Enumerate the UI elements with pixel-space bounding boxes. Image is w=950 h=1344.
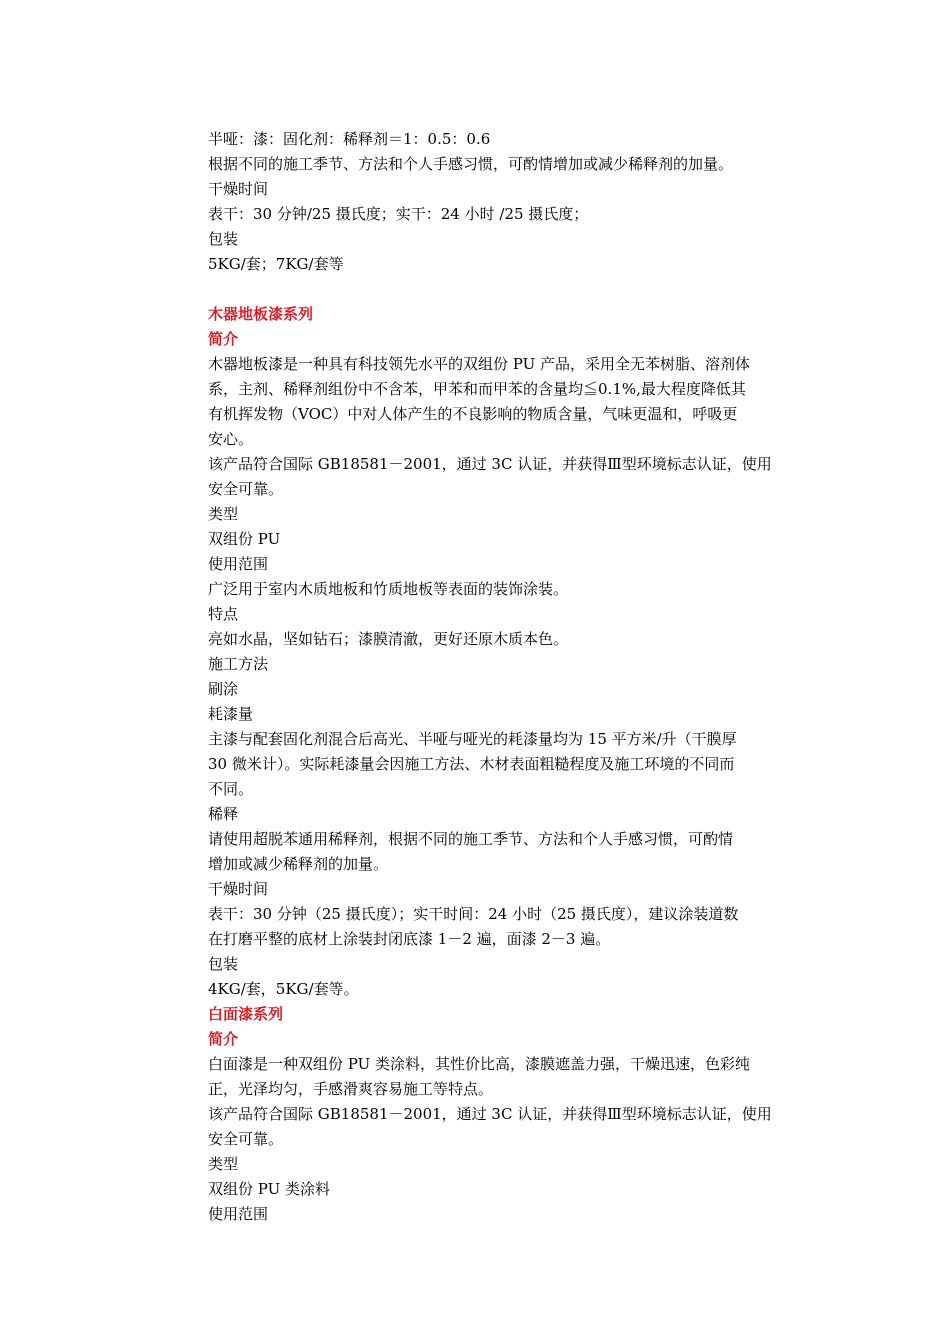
subsection-heading: 简介: [208, 330, 239, 348]
text-line: 30 微米计）。实际耗漆量会因施工方法、木材表面粗糙程度及施工环境的不同而: [208, 755, 735, 773]
text-line: 广泛用于室内木质地板和竹质地板等表面的装饰涂装。: [208, 580, 569, 598]
text-line: 4KG/套，5KG/套等。: [208, 980, 359, 998]
text-line: 刷涂: [208, 680, 239, 698]
text-line: 特点: [208, 605, 239, 623]
text-line: 包装: [208, 955, 239, 973]
text-line: 稀释: [208, 805, 239, 823]
text-line: 类型: [208, 1155, 239, 1173]
section-heading: 白面漆系列: [208, 1005, 284, 1023]
text-line: 类型: [208, 505, 239, 523]
text-line: 该产品符合国际 GB18581－2001，通过 3C 认证，并获得Ⅲ型环境标志认证，使用: [208, 455, 772, 473]
text-line: 施工方法: [208, 655, 269, 673]
text-line: 亮如水晶，坚如钻石；漆膜清澈，更好还原木质本色。: [208, 630, 569, 648]
text-line: 安全可靠。: [208, 1130, 284, 1148]
text-line: 干燥时间: [208, 880, 269, 898]
text-line: 5KG/套；7KG/套等: [208, 255, 344, 273]
text-line: 表干：30 分钟（25 摄氏度）；实干时间：24 小时（25 摄氏度），建议涂装道数: [208, 905, 739, 923]
text-line: 增加或减少稀释剂的加量。: [208, 855, 389, 873]
text-line: 白面漆是一种双组份 PU 类涂料，其性价比高，漆膜遮盖力强，干燥迅速，色彩纯: [208, 1055, 751, 1073]
text-line: 请使用超脱苯通用稀释剂，根据不同的施工季节、方法和个人手感习惯，可酌情: [208, 830, 734, 848]
blank-line: [208, 277, 808, 302]
text-line: 主漆与配套固化剂混合后高光、半哑与哑光的耗漆量均为 15 平方米/升（干膜厚: [208, 730, 737, 748]
text-line: 系，主剂、稀释剂组份中不含苯，甲苯和而甲苯的含量均≦0.1%,最大程度降低其: [208, 380, 746, 398]
text-line: 根据不同的施工季节、方法和个人手感习惯，可酌情增加或减少稀释剂的加量。: [208, 155, 734, 173]
text-line: 双组份 PU: [208, 530, 281, 548]
text-line: 包装: [208, 230, 239, 248]
text-line: 有机挥发物（VOC）中对人体产生的不良影响的物质含量，气味更温和，呼吸更: [208, 405, 738, 423]
document-page: [208, 127, 808, 1227]
text-line: 该产品符合国际 GB18581－2001，通过 3C 认证，并获得Ⅲ型环境标志认证，使用: [208, 1105, 772, 1123]
subsection-heading: 简介: [208, 1030, 239, 1048]
text-line: 在打磨平整的底材上涂装封闭底漆 1－2 遍，面漆 2－3 遍。: [208, 930, 611, 948]
text-line: 安心。: [208, 430, 254, 448]
text-line: 半哑：漆：固化剂：稀释剂＝1：0.5：0.6: [208, 130, 491, 148]
section-heading: 木器地板漆系列: [208, 305, 314, 323]
text-line: 耗漆量: [208, 705, 254, 723]
text-line: 不同。: [208, 780, 254, 798]
text-line: 使用范围: [208, 555, 269, 573]
text-line: 双组份 PU 类涂料: [208, 1180, 331, 1198]
text-line: 木器地板漆是一种具有科技领先水平的双组份 PU 产品，采用全无苯树脂、溶剂体: [208, 355, 751, 373]
text-line: 使用范围: [208, 1205, 269, 1223]
text-line: 干燥时间: [208, 180, 269, 198]
text-line: 安全可靠。: [208, 480, 284, 498]
text-line: 表干：30 分钟/25 摄氏度；实干：24 小时 /25 摄氏度；: [208, 205, 589, 223]
text-line: 正，光泽均匀，手感滑爽容易施工等特点。: [208, 1080, 494, 1098]
